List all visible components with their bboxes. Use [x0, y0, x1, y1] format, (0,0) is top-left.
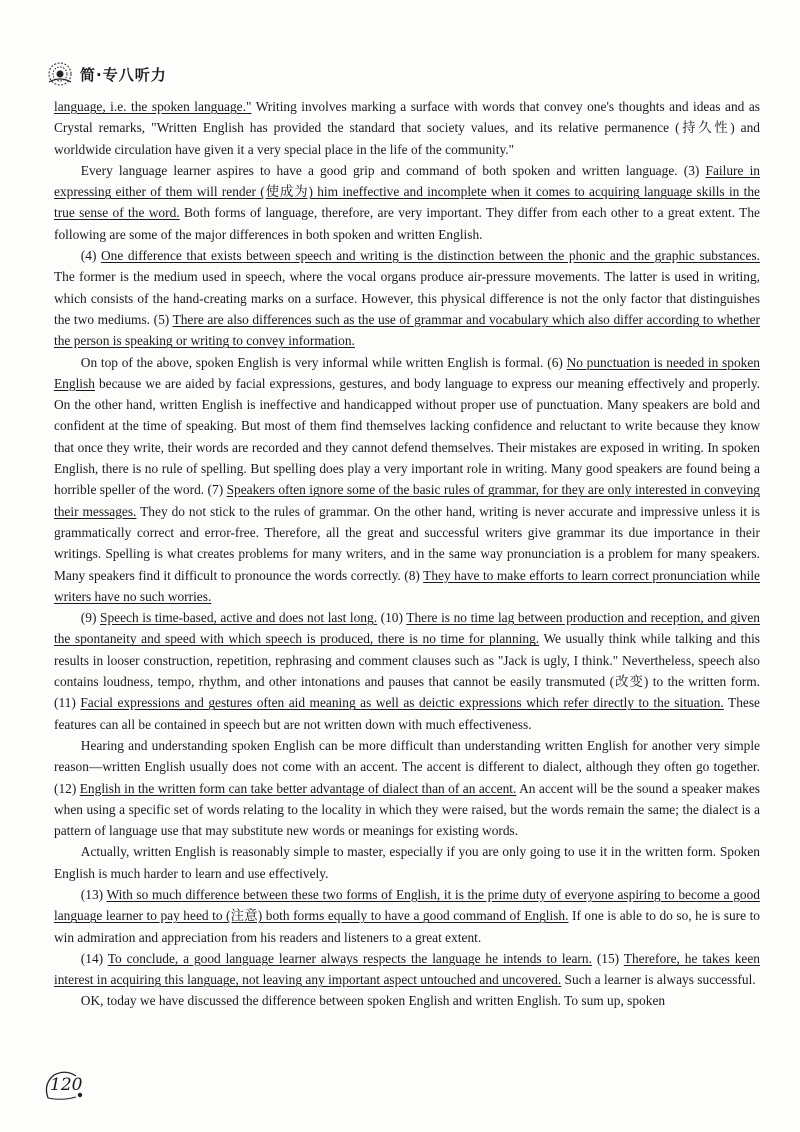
text-run: (4) — [80, 248, 101, 264]
paragraph — [54, 160, 760, 245]
underlined-key-sentence: Therefore, he takes keen interest in acquiring this language, not leaving any important aspect untouched and uncovered. — [54, 950, 760, 988]
text-run: Actually, written English is reasonably simple to master, especially if you are only going to use it in the written form. Spoken English is much harder to learn and use effectively. — [54, 844, 760, 881]
text-run: Hearing and understanding spoken English can be more difficult than understanding written English for another very simple reason—written English usually does not come with an accent. The accent is different to dialect, although they often go together. (12) — [54, 737, 760, 796]
text-run: because we are aided by facial expressions, gestures, and body language to express our meaning effectively and properly. On the other hand, written English is ineffective and handicapped without proper use of punctuation. Many speakers are bold and confident at the time of speaking. But most of them find themselves lacking confidence and reluctant to write because they know that once they write, their words are recorded and they cannot defend themselves. Their mistakes are exposed in writing. In spoken English, there is no rule of spelling. But spelling does play a very important role in writing. Many good speakers are found being a horrible speller of the word. (7) — [54, 375, 760, 498]
text-run: Writing involves marking a surface with words that convey one's thoughts and ideas and as Crystal remarks, "Written English has provided the standard that society values, and its relative permanence (持久性) and worldwide circulation have given it a very special place in the life of the community." — [54, 99, 760, 157]
underlined-key-sentence: No punctuation is needed in spoken English — [54, 354, 760, 391]
underlined-key-sentence: language, i.e. the spoken language." — [54, 99, 252, 114]
paragraph — [54, 948, 760, 991]
page-number: 120 — [50, 1075, 83, 1095]
text-run: On top of the above, spoken English is very informal while written English is formal. (6) — [80, 354, 567, 370]
book-title: 简·专八听力 — [80, 65, 167, 84]
text-run: Such a learner is always successful. — [561, 972, 756, 988]
paragraph — [54, 884, 760, 948]
text-run: (14) — [80, 950, 108, 966]
text-run: (10) — [377, 610, 407, 626]
text-run: We usually think while talking and this results in looser construction, repetition, rephrasing and comment clauses such as "Jack is ugly, I think." Nevertheless, speech also contains loudness, tempo, rhythm, and other intonations and pauses that cannot be easily transmuted (改变) to the written form. (11) — [54, 631, 761, 711]
text-run: (9) — [80, 610, 100, 626]
underlined-key-sentence: They have to make efforts to learn correct pronunciation while writers have no such worries. — [54, 567, 760, 604]
underlined-key-sentence: Facial expressions and gestures often aid meaning as well as deictic expressions which refer directly to the situation. — [80, 695, 724, 711]
paragraph — [54, 607, 760, 735]
text-run: Both forms of language, therefore, are very important. They differ from each other to a great extent. The following are some of the major differences in both spoken and written English. — [54, 205, 760, 242]
underlined-key-sentence: Speech is time-based, active and does not last long. — [100, 610, 378, 626]
underlined-key-sentence: One difference that exists between speech and writing is the distinction between the phonic and the graphic substances. — [100, 248, 760, 264]
text-run: An accent will be the sound a speaker makes when using a specific set of words relating to the locality in which they were raised, but the words remain the same; the dialect is a pattern of language use that may substitute new words or meanings for existing words. — [54, 780, 760, 839]
underlined-key-sentence: There are also differences such as the use of grammar and vocabulary which also differ according to whether the person is speaking or writing to convey information. — [54, 311, 760, 349]
page-number-badge — [42, 1068, 86, 1102]
text-run: (15) — [591, 950, 624, 966]
paragraph — [54, 352, 760, 608]
article-body — [54, 96, 760, 1012]
text-run: (13) — [80, 886, 107, 902]
text-run: If one is able to do so, he is sure to win admiration and appreciation from his readers and listeners to a great extent. — [54, 908, 760, 945]
paragraph — [54, 841, 760, 884]
paragraph — [54, 735, 760, 841]
paragraph — [54, 990, 760, 1011]
text-run: Every language learner aspires to have a good grip and command of both spoken and written language. (3) — [80, 162, 706, 178]
paragraph — [54, 245, 760, 351]
underlined-key-sentence: There is no time lag between production and reception, and given the spontaneity and speed with which speech is produced, there is no time for planning. — [54, 610, 760, 647]
underlined-key-sentence: Speakers often ignore some of the basic rules of grammar, for they are only interested in conveying their messages. — [54, 482, 760, 519]
underlined-key-sentence: With so much difference between these two forms of English, it is the prime duty of everyone aspiring to become a good language learner to pay heed to (注意) both forms equally to have a good command of English. — [54, 886, 761, 924]
underlined-key-sentence: Failure in expressing either of them will render (使成为) him ineffective and incomplete when it comes to acquiring language skills in the true sense of the word. — [54, 162, 760, 221]
text-run: They do not stick to the rules of grammar. On the other hand, writing is never accurate and impressive unless it is grammatically correct and error-free. Therefore, all the great and successful writers give grammar its due importance in their writings. Spelling is what creates problems for many writers, and in the same way pronunciation is a problem for many speakers. Many speakers find it difficult to pronounce the words correctly. (8) — [54, 503, 760, 583]
book-logo-icon — [46, 60, 74, 88]
paragraph — [54, 96, 760, 160]
text-run: The former is the medium used in speech, where the vocal organs produce air-pressure movements. The latter is used in writing, which consists of the hand-creating marks on a surface. However, this physical difference is not the only factor that distinguishes the two mediums. (5) — [54, 269, 760, 327]
text-run: These features can all be contained in speech but are not written down with much effectiveness. — [54, 695, 760, 732]
underlined-key-sentence: English in the written form can take better advantage of dialect than of an accent. — [79, 780, 517, 796]
underlined-key-sentence: To conclude, a good language learner always respects the language he intends to learn. — [107, 950, 592, 966]
running-header — [46, 60, 167, 88]
text-run: OK, today we have discussed the difference between spoken English and written English. To sum up, spoken — [80, 993, 666, 1009]
